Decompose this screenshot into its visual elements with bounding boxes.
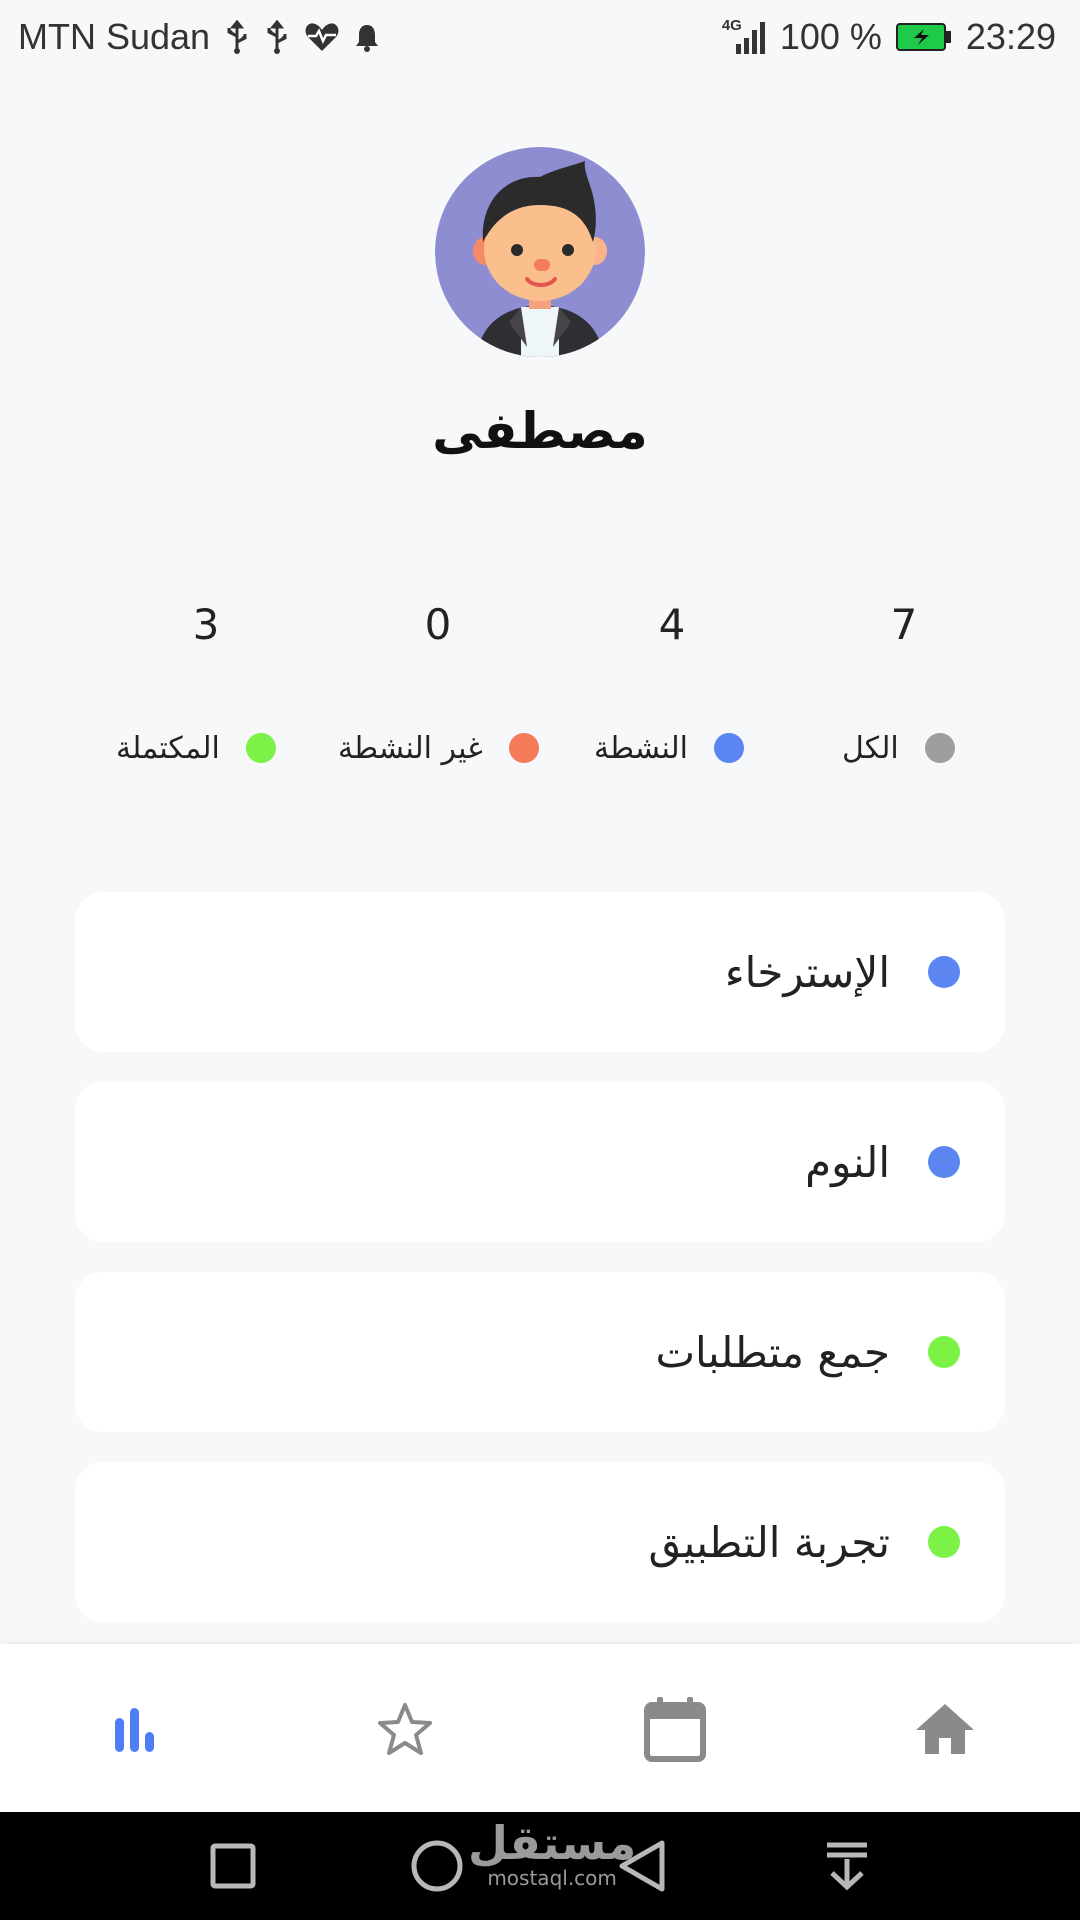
legend-dot: [925, 733, 955, 763]
stat-completed-count: 3: [192, 600, 220, 649]
task-status-dot: [928, 1336, 960, 1368]
battery-percent: 100 %: [779, 16, 882, 57]
watermark-arabic: مستقل: [468, 1816, 637, 1870]
legend-active[interactable]: [594, 728, 744, 768]
usb-icon: [264, 20, 290, 54]
user-name: مصطفى: [432, 402, 648, 460]
heart-rate-icon: [304, 21, 340, 53]
legend-label: المكتملة: [116, 730, 220, 766]
stats-icon: [110, 1704, 160, 1754]
signal-icon: [721, 16, 766, 54]
home-system-button[interactable]: [407, 1836, 467, 1896]
task-card[interactable]: [75, 1272, 1005, 1432]
task-title: النوم: [805, 1137, 890, 1187]
usb-icon: [224, 20, 250, 54]
notification-pulldown-button[interactable]: [817, 1836, 877, 1896]
square-icon: [209, 1842, 257, 1890]
system-nav-bar: [0, 1812, 1080, 1920]
clock: 23:29: [965, 16, 1056, 57]
calendar-tab[interactable]: [630, 1684, 720, 1774]
circle-icon: [409, 1838, 465, 1894]
back-triangle-icon: [616, 1839, 668, 1893]
bell-icon: [354, 22, 380, 52]
legend-inactive[interactable]: [338, 728, 539, 768]
task-title: تجربة التطبيق: [648, 1517, 890, 1567]
stats-tab[interactable]: [90, 1684, 180, 1774]
avatar[interactable]: [435, 147, 645, 357]
task-title: جمع متطلبات: [655, 1327, 890, 1377]
watermark-latin: mostaql.com: [487, 1866, 617, 1890]
legend-label: غير النشطة: [338, 730, 483, 766]
home-icon: [914, 1702, 976, 1756]
stat-all-count: 7: [890, 600, 918, 649]
favorites-tab[interactable]: [360, 1684, 450, 1774]
task-card[interactable]: [75, 1082, 1005, 1242]
star-icon: [376, 1701, 434, 1757]
legend-dot: [509, 733, 539, 763]
legend-completed[interactable]: [116, 728, 276, 768]
recents-button[interactable]: [203, 1836, 263, 1896]
task-title: الإسترخاء: [724, 947, 890, 997]
task-status-dot: [928, 1146, 960, 1178]
stat-inactive-count: 0: [424, 600, 452, 649]
bottom-nav: [0, 1644, 1080, 1812]
task-card[interactable]: [75, 892, 1005, 1052]
legend-all[interactable]: [842, 728, 955, 768]
legend-dot: [246, 733, 276, 763]
watermark: [468, 1818, 636, 1888]
legend-dot: [714, 733, 744, 763]
task-card[interactable]: [75, 1462, 1005, 1622]
home-tab[interactable]: [900, 1684, 990, 1774]
task-status-dot: [928, 956, 960, 988]
legend-label: الكل: [842, 730, 899, 766]
carrier-name: MTN Sudan: [18, 16, 211, 57]
calendar-icon: [643, 1695, 707, 1763]
battery-charging-icon: [896, 22, 952, 52]
legend-label: النشطة: [594, 730, 688, 766]
stat-active-count: 4: [658, 600, 686, 649]
pulldown-icon: [822, 1839, 872, 1893]
back-button[interactable]: [612, 1836, 672, 1896]
status-bar: [0, 0, 1080, 74]
task-status-dot: [928, 1526, 960, 1558]
network-type: 4G: [721, 16, 742, 34]
